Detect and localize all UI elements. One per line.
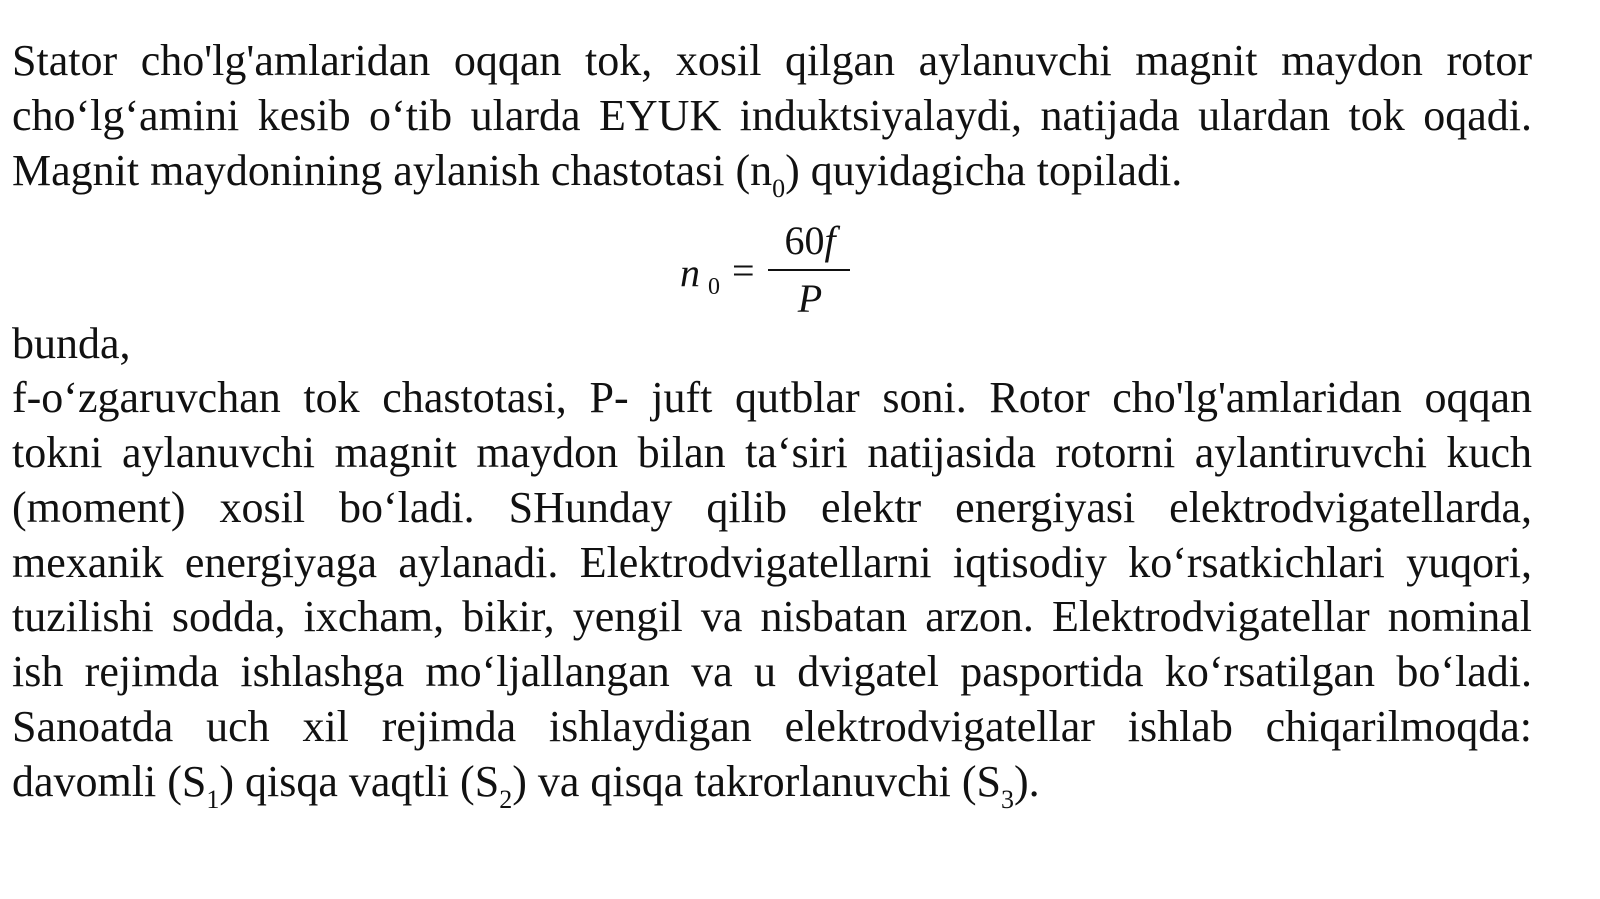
paragraph2-line4: mexanik energiyaga aylanadi. Elektrodvigatellarni iqtisodiy ko‘rsatkichlari yuqori, bbox=[12, 538, 1532, 587]
paragraph1-line2: cho‘lg‘amini kesib o‘tib ularda EYUK induktsiyalaydi, natijada ulardan tok oqadi. bbox=[12, 91, 1532, 140]
rotation-frequency-formula bbox=[672, 212, 872, 322]
formula-lhs: n bbox=[680, 250, 700, 295]
paragraph2-last-line bbox=[12, 754, 1532, 814]
paragraph1-line3-before: Magnit maydonining aylanish chastotasi (n bbox=[12, 146, 773, 195]
paragraph2-line6: ish rejimda ishlashga mo‘ljallangan va u dvigatel pasportida ko‘rsatilgan bo‘ladi. bbox=[12, 647, 1532, 696]
formula-denominator: P bbox=[797, 276, 823, 321]
last-line-part3: ) va qisqa takrorlanuvchi (S bbox=[512, 757, 1001, 806]
paragraph2-line2: tokni aylanuvchi magnit maydon bilan ta‘siri natijasida rotorni aylantiruvchi kuch bbox=[12, 428, 1532, 477]
formula-numerator-var: f bbox=[824, 218, 836, 263]
last-line-sub3: 3 bbox=[1000, 785, 1014, 814]
formula-equals: = bbox=[732, 248, 755, 293]
formula-lhs-subscript: 0 bbox=[708, 274, 720, 300]
bunda-label: bunda, bbox=[12, 319, 131, 368]
formula-numerator bbox=[768, 216, 852, 266]
paragraph2-line7: Sanoatda uch xil rejimda ishlaydigan elektrodvigatellar ishlab chiqarilmoqda: bbox=[12, 702, 1532, 751]
paragraph1-line3-subscript: 0 bbox=[772, 174, 786, 203]
last-line-sub1: 1 bbox=[206, 785, 220, 814]
last-line-part4: ). bbox=[1013, 757, 1040, 806]
paragraph2-line1: f-o‘zgaruvchan tok chastotasi, P- juft qutblar soni. Rotor cho'lg'amlaridan oqqan bbox=[12, 373, 1532, 422]
formula-fraction-bar bbox=[768, 269, 850, 271]
paragraph2-line3: (moment) xosil bo‘ladi. SHunday qilib elektr energiyasi elektrodvigatellarda, bbox=[12, 483, 1532, 532]
last-line-sub2: 2 bbox=[499, 785, 513, 814]
paragraph1-line1: Stator cho'lg'amlaridan oqqan tok, xosil qilgan aylanuvchi magnit maydon rotor bbox=[12, 36, 1532, 85]
last-line-part2: ) qisqa vaqtli (S bbox=[219, 757, 500, 806]
paragraph1-line3-after: ) quyidagicha topiladi. bbox=[785, 146, 1183, 195]
paragraph2-line5: tuzilishi sodda, ixcham, bikir, yengil va nisbatan arzon. Elektrodvigatellar nominal bbox=[12, 592, 1532, 641]
last-line-part1: davomli (S bbox=[12, 757, 207, 806]
formula-numerator-number: 60 bbox=[784, 218, 825, 263]
paragraph1-line3 bbox=[12, 143, 1532, 203]
